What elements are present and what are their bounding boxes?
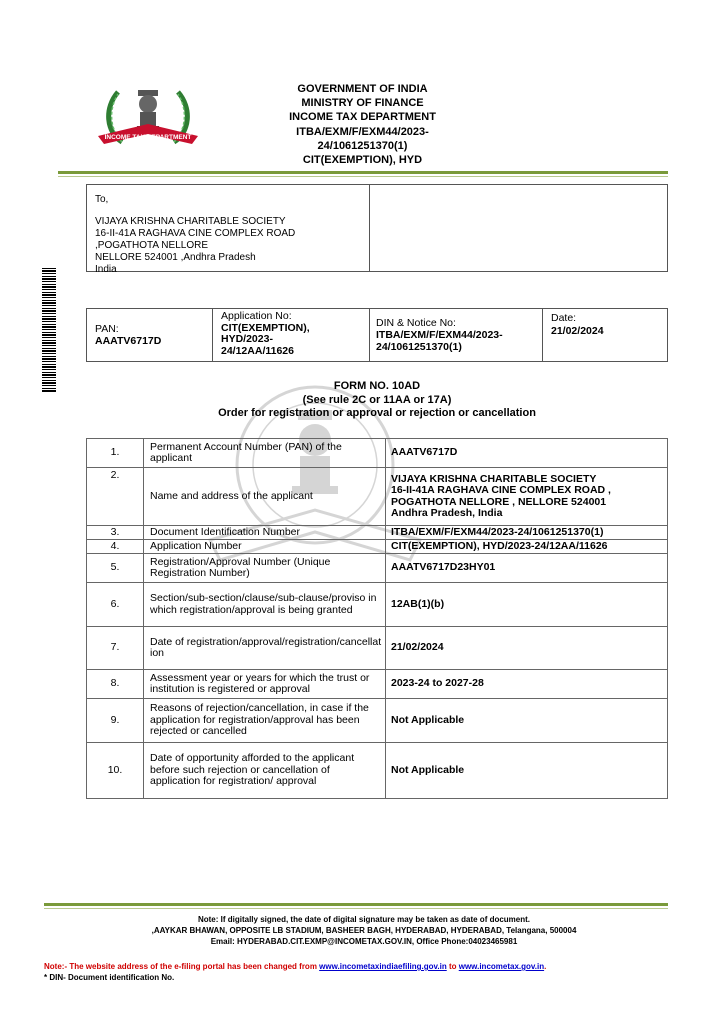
header-line: CIT(EXEMPTION), HYD (302, 154, 423, 167)
din-label: DIN & Notice No: (376, 317, 456, 329)
table-row (87, 583, 668, 627)
application-value: CIT(EXEMPTION), (221, 321, 310, 334)
row-label: Name and address of the applicant (144, 468, 386, 526)
logo-text: INCOME TAX DEPARTMENT (104, 134, 192, 141)
row-value: AAATV6717D23HY01 (386, 554, 668, 583)
row-number: 6. (87, 583, 144, 627)
row-label: Assessment year or years for which the trust or institution is registered or approval (144, 670, 386, 699)
address-box (86, 184, 668, 275)
old-site-link[interactable]: www.incometaxindiaefiling.gov.in (319, 962, 447, 971)
value-line: POGATHOTA NELLORE , NELLORE 524001 (391, 495, 607, 508)
application-cell (212, 309, 372, 361)
din-value: 24/1061251370(1) (376, 341, 462, 353)
table-row (87, 670, 668, 699)
date-value: 21/02/2024 (551, 325, 604, 337)
row-value: Not Applicable (386, 743, 668, 799)
row-value: CIT(EXEMPTION), HYD/2023-24/12AA/11626 (386, 540, 668, 554)
address-line: India (95, 264, 117, 275)
row-number: 2. (87, 468, 144, 526)
form-subtitle: (See rule 2C or 11AA or 17A) (302, 393, 452, 406)
barcode (42, 268, 56, 392)
address-divider (369, 185, 370, 271)
header-line: MINISTRY OF FINANCE (301, 97, 424, 110)
row-number: 8. (87, 670, 144, 699)
row-number: 7. (87, 627, 144, 670)
note-prefix: Note:- The website address of the e-filing portal has been changed from (44, 962, 320, 971)
address-line: 16-II-41A RAGHAVA CINE COMPLEX ROAD (95, 228, 296, 239)
row-number: 9. (87, 699, 144, 743)
row-number: 10. (87, 743, 144, 799)
pan-value: AAATV6717D (95, 335, 162, 347)
new-site-link[interactable]: www.incometax.gov.in (458, 962, 545, 971)
din-value: ITBA/EXM/F/EXM44/2023- (376, 329, 503, 341)
row-value: 2023-24 to 2027-28 (386, 670, 668, 699)
note-mid: to (446, 962, 459, 971)
note-suffix: . (544, 962, 547, 971)
row-value: 21/02/2024 (386, 627, 668, 670)
footer-divider-thin (44, 908, 668, 909)
din-cell (369, 309, 543, 361)
document-header (250, 82, 475, 167)
header-line: GOVERNMENT OF INDIA (297, 83, 428, 95)
portal-note (44, 962, 546, 983)
value-line: 16-II-41A RAGHAVA CINE COMPLEX ROAD , (391, 484, 611, 496)
form-title: FORM NO. 10AD (333, 380, 421, 392)
row-label: Document Identification Number (144, 526, 386, 540)
footer-divider (44, 903, 668, 906)
row-label: Reasons of rejection/cancellation, in case if the application for registration/approval has been rejected or cancelled (144, 699, 386, 743)
table-row (87, 743, 668, 799)
row-value: Not Applicable (386, 699, 668, 743)
header-divider-thin (58, 176, 668, 177)
form-heading: Order for registration or approval or rejection or cancellation (218, 407, 536, 419)
address-line: NELLORE 524001 ,Andhra Pradesh (95, 252, 256, 263)
value-line: VIJAYA KRISHNA CHARITABLE SOCIETY (391, 472, 597, 485)
date-label: Date: (551, 312, 577, 324)
row-number: 1. (87, 439, 144, 468)
pan-cell (95, 323, 161, 347)
header-divider (58, 171, 668, 174)
table-row (87, 439, 668, 468)
address-line: VIJAYA KRISHNA CHARITABLE SOCIETY (95, 216, 286, 227)
addressee-to: To, (95, 194, 109, 205)
row-label: Permanent Account Number (PAN) of the applicant (144, 439, 386, 468)
row-value: 12AB(1)(b) (386, 583, 668, 627)
row-value: ITBA/EXM/F/EXM44/2023-24/1061251370(1) (386, 526, 668, 540)
application-value: 24/12AA/11626 (221, 344, 294, 357)
footer-address: ,AAYKAR BHAWAN, OPPOSITE LB STADIUM, BASHEER BAGH, HYDERABAD, HYDERABAD, Telangana, 500004 (151, 926, 577, 935)
table-row (87, 627, 668, 670)
income-tax-logo (92, 84, 204, 152)
footer (44, 914, 684, 947)
order-table (86, 438, 668, 799)
application-label: Application No: (221, 310, 292, 322)
din-note: * DIN- Document identification No. (44, 972, 175, 982)
application-value: HYD/2023- (221, 333, 273, 345)
table-row (87, 526, 668, 540)
row-value (386, 468, 668, 526)
row-label: Application Number (144, 540, 386, 554)
header-line: ITBA/EXM/F/EXM44/2023- (296, 125, 429, 138)
form-title-block (86, 380, 668, 421)
table-row (87, 468, 668, 526)
pan-label: PAN: (95, 323, 119, 335)
value-line: Andhra Pradesh, India (391, 507, 503, 519)
row-number: 5. (87, 554, 144, 583)
row-value: AAATV6717D (386, 439, 668, 468)
footer-contact: Email: HYDERABAD.CIT.EXMP@INCOMETAX.GOV.IN, Office Phone:04023465981 (210, 937, 518, 946)
header-line: INCOME TAX DEPARTMENT (289, 111, 436, 124)
table-row (87, 540, 668, 554)
info-box (86, 308, 668, 362)
row-label: Date of opportunity afforded to the applicant before such rejection or cancellation of application for registration/ approval (144, 743, 386, 799)
row-label: Registration/Approval Number (Unique Registration Number) (144, 554, 386, 583)
table-row (87, 699, 668, 743)
address-line: ,POGATHOTA NELLORE (95, 240, 208, 251)
row-label: Date of registration/approval/registration/cancellation (144, 627, 386, 670)
row-number: 3. (87, 526, 144, 540)
date-cell (542, 309, 667, 361)
footer-signature-note: Note: If digitally signed, the date of digital signature may be taken as date of document. (197, 915, 531, 924)
row-label: Section/sub-section/clause/sub-clause/proviso in which registration/approval is being granted (144, 583, 386, 627)
header-line: 24/1061251370(1) (317, 139, 408, 152)
row-number: 4. (87, 540, 144, 554)
table-row (87, 554, 668, 583)
